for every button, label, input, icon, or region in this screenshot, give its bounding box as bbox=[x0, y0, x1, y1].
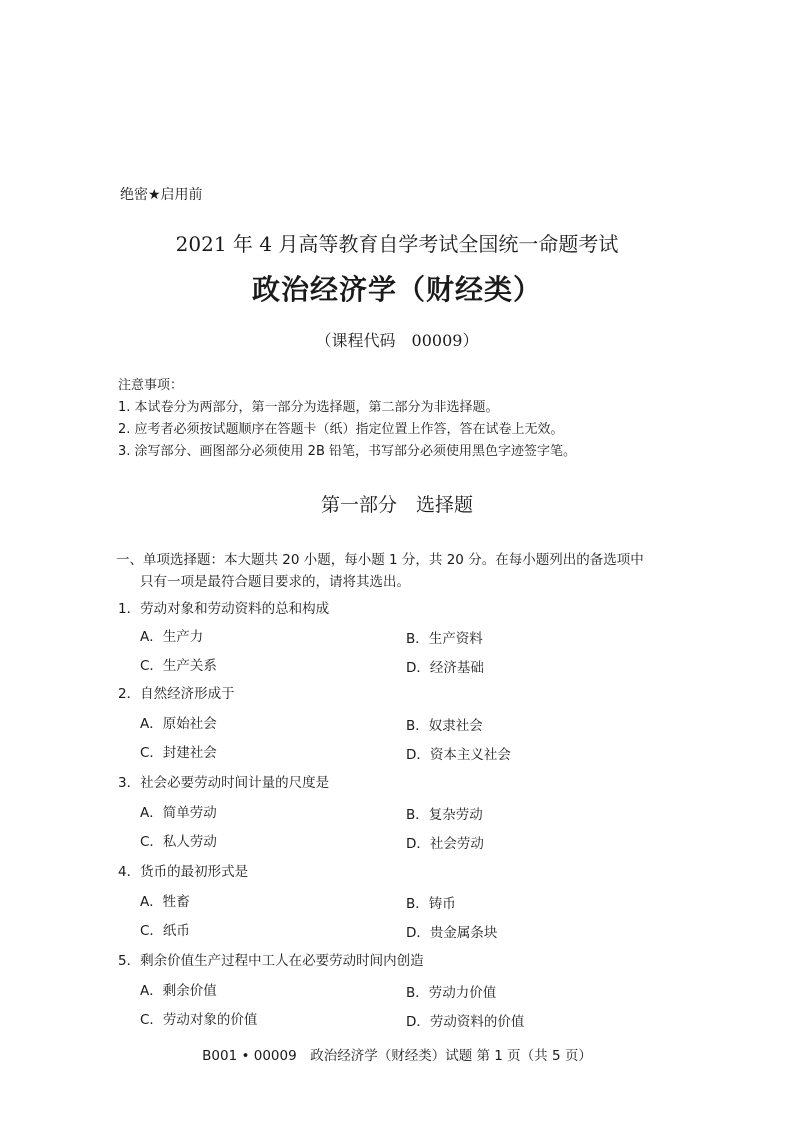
question-stem: 4．货币的最初形式是 bbox=[118, 864, 249, 880]
option-b: B．铸币 bbox=[406, 896, 456, 912]
option-c: C．封建社会 bbox=[140, 745, 217, 761]
option-b: B．生产资料 bbox=[406, 631, 483, 647]
option-a: A．牲畜 bbox=[140, 894, 190, 910]
note-item: 1. 本试卷分为两部分，第一部分为选择题，第二部分为非选择题。 bbox=[118, 400, 499, 415]
option-a: A．剩余价值 bbox=[140, 983, 217, 999]
subject-title: 政治经济学（财经类） bbox=[251, 273, 542, 306]
option-d: D．经济基础 bbox=[406, 660, 484, 676]
note-item: 2. 应考者必须按试题顺序在答题卡（纸）指定位置上作答，答在试卷上无效。 bbox=[118, 422, 564, 437]
option-d: D．劳动资料的价值 bbox=[406, 1014, 525, 1030]
option-b: B．奴隶社会 bbox=[406, 718, 483, 734]
option-c: C．纸币 bbox=[140, 923, 190, 939]
course-code: （课程代码 00009） bbox=[315, 331, 479, 350]
question-stem: 2．自然经济形成于 bbox=[118, 686, 235, 702]
option-c: C．生产关系 bbox=[140, 658, 217, 674]
option-a: A．简单劳动 bbox=[140, 805, 217, 821]
question-stem: 3．社会必要劳动时间计量的尺度是 bbox=[118, 775, 330, 791]
question-stem: 1．劳动对象和劳动资料的总和构成 bbox=[118, 601, 330, 617]
page-footer: B001 • 00009 政治经济学（财经类）试题 第 1 页（共 5 页） bbox=[202, 1048, 592, 1064]
notes-title: 注意事项： bbox=[118, 378, 184, 393]
option-b: B．劳动力价值 bbox=[406, 985, 497, 1001]
exam-title: 2021 年 4 月高等教育自学考试全国统一命题考试 bbox=[175, 232, 619, 256]
confidential-label: 绝密★启用前 bbox=[120, 187, 203, 203]
section-instruction: 一、单项选择题：本大题共 20 小题，每小题 1 分，共 20 分。在每小题列出的备选项中 bbox=[116, 552, 644, 568]
option-d: D．资本主义社会 bbox=[406, 747, 511, 763]
part-one-title: 第一部分 选择题 bbox=[320, 494, 473, 516]
option-c: C．劳动对象的价值 bbox=[140, 1012, 258, 1028]
note-item: 3. 涂写部分、画图部分必须使用 2B 铅笔，书写部分必须使用黑色字迹签字笔。 bbox=[118, 444, 576, 459]
option-b: B．复杂劳动 bbox=[406, 807, 483, 823]
option-a: A．原始社会 bbox=[140, 716, 217, 732]
option-d: D．社会劳动 bbox=[406, 836, 484, 852]
option-c: C．私人劳动 bbox=[140, 834, 217, 850]
section-instruction: 只有一项是最符合题目要求的，请将其选出。 bbox=[140, 574, 410, 590]
option-d: D．贵金属条块 bbox=[406, 925, 498, 941]
question-stem: 5．剩余价值生产过程中工人在必要劳动时间内创造 bbox=[118, 953, 424, 969]
option-a: A．生产力 bbox=[140, 629, 204, 645]
